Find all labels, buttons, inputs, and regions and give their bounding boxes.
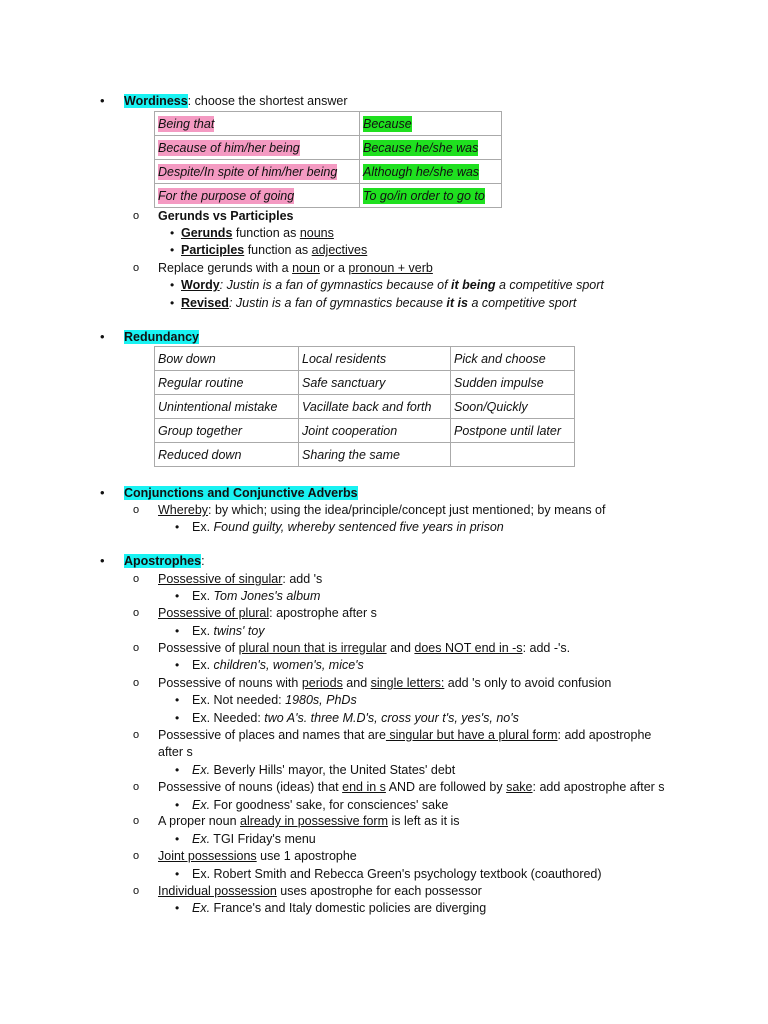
text: Possessive of nouns with [158,676,302,690]
text: Possessive of [158,641,239,655]
apostrophes-heading: Apostrophes [124,554,202,568]
bullet: o [133,729,140,741]
bullet: o [133,815,140,827]
table-cell: Joint cooperation [299,419,451,443]
bullet: • [175,901,180,915]
text: AND are followed by [385,780,507,794]
table-cell: Bow down [155,347,299,371]
table-cell: Safe sanctuary [299,371,451,395]
table-cell [451,443,575,467]
redundancy-table [154,346,575,467]
bullet: • [170,278,175,292]
bullet: o [133,262,140,274]
rule-places-names-cont: after s [158,745,193,759]
concise-cell: Because [363,116,412,131]
wordiness-heading: Wordiness [124,94,188,108]
bullet: o [133,885,140,897]
text: uses apostrophe for each possessor [276,884,482,898]
text: : apostrophe after s [269,606,377,620]
text: : add 's [282,572,323,586]
text: end in s [342,780,386,794]
text: use 1 apostrophe [256,849,357,863]
conjunctions-heading: Conjunctions and Conjunctive Adverbs [124,486,358,500]
table-cell: Group together [155,419,299,443]
ex-label: Ex. [192,901,211,915]
text: : add -'s. [522,641,571,655]
text: TGI Friday's menu [210,832,316,846]
conjunctions-heading-line [124,485,358,501]
bullet: o [133,781,140,793]
table-cell: Postpone until later [451,419,575,443]
gerunds-term: Gerunds [181,226,233,240]
table-row [155,419,575,443]
text: plural noun that is irregular [238,641,387,655]
ex-label: Ex. [192,589,214,603]
wordy-cell: For the purpose of going [158,188,295,203]
bullet: • [170,296,175,310]
text: Individual possession [158,884,277,898]
text: a competitive sport [495,278,604,292]
text: a competitive sport [467,296,577,310]
table-row [155,395,575,419]
rule-irregular-plural [158,640,570,656]
whereby-line [158,502,605,518]
text: add 's only to avoid confusion [444,676,612,690]
example [192,900,486,916]
wordiness-heading-line [124,93,347,109]
table-cell: Vacillate back and forth [299,395,451,419]
text: Possessive of places and names that are [158,728,386,742]
bullet: • [175,520,180,534]
revised-label: Revised [181,296,229,310]
ex-label: Ex. Needed: [192,711,265,725]
table-row [155,347,575,371]
example [192,657,364,673]
text: Found guilty, whereby sentenced five years in prison [213,520,504,534]
table-cell: Local residents [299,347,451,371]
text: single letters: [370,676,445,690]
wordiness-desc: : choose the shortest answer [187,94,348,108]
text: is left as it is [388,814,460,828]
bullet: o [133,573,140,585]
bullet: • [100,553,105,568]
text: : add apostrophe after s [532,780,665,794]
rule-plural [158,605,377,621]
text: periods [301,676,343,690]
bullet: • [175,832,180,846]
rule-singular [158,571,322,587]
example [192,831,316,847]
table-row [155,371,575,395]
rule-sake [158,779,665,795]
whereby-term: Whereby [158,503,209,517]
ex-label: Ex. [192,658,214,672]
table-row [155,136,502,160]
text: 1980s, PhDs [285,693,357,707]
adjectives-term: adjectives [311,243,368,257]
text: two A's. three M.D's, cross your t's, yes's, no's [264,711,519,725]
participles-term: Participles [181,243,245,257]
text: Possessive of singular [158,572,283,586]
bullet: • [175,693,180,707]
bullet: • [175,867,180,881]
bullet: • [175,658,180,672]
apostrophes-heading-line [124,553,205,569]
replace-line [158,260,433,276]
text: : Justin is a fan of gymnastics because of [219,278,452,292]
noun-term: noun [292,261,320,275]
rule-places-names [158,727,651,743]
ex-label: Ex. [192,624,214,638]
rule-proper-noun [158,813,460,829]
text: Joint possessions [158,849,257,863]
nouns-term: nouns [299,226,334,240]
text: Possessive of nouns (ideas) that [158,780,343,794]
table-row [155,112,502,136]
text: : [201,554,205,568]
rule-periods-letters [158,675,611,691]
concise-cell: To go/in order to go to [363,188,485,203]
whereby-example [192,519,504,535]
ex-label: Ex. Not needed: [192,693,286,707]
text: France's and Italy domestic policies are diverging [210,901,487,915]
text: already in possessive form [240,814,388,828]
text: function as [232,226,300,240]
bullet: o [133,642,140,654]
text: or a [319,261,349,275]
table-cell: Sharing the same [299,443,451,467]
rule-joint-possession [158,848,357,864]
bullet: • [100,329,105,344]
example [192,588,320,604]
text: twins' toy [213,624,265,638]
table-cell: Sudden impulse [451,371,575,395]
redundancy-heading: Redundancy [124,330,200,344]
example [192,623,265,639]
table-row [155,184,502,208]
ex-label: Ex. [192,520,214,534]
gerunds-title: Gerunds vs Participles [158,209,294,223]
example [192,692,357,708]
wordy-cell: Because of him/her being [158,140,300,155]
ex-label: Ex. [192,798,211,812]
text: and [386,641,415,655]
wordy-cell: Being that [158,116,215,131]
text: children's, women's, mice's [213,658,364,672]
bullet: • [100,93,105,108]
bullet: • [175,589,180,603]
concise-cell: Although he/she was [363,164,480,179]
table-row [155,160,502,184]
wordiness-table [154,111,502,208]
bullet: • [175,711,180,725]
text: it is [446,296,468,310]
example [192,710,519,726]
ex-label: Ex. [192,832,211,846]
wordy-example [181,277,604,293]
concise-cell: Because he/she was [363,140,479,155]
bullet: • [170,243,175,257]
table-cell: Reduced down [155,443,299,467]
text: sake [506,780,533,794]
bullet: o [133,850,140,862]
bullet: • [170,226,175,240]
table-cell: Pick and choose [451,347,575,371]
redundancy-heading-line [124,329,199,345]
wordy-label: Wordy [181,278,220,292]
participles-line [181,242,367,258]
text: singular but have a plural form [385,728,558,742]
gerunds-line [181,225,334,241]
text: and [342,676,371,690]
bullet: • [175,763,180,777]
bullet: o [133,607,140,619]
example [192,797,448,813]
example [192,762,455,778]
bullet: • [175,798,180,812]
table-cell: Regular routine [155,371,299,395]
text: it being [451,278,496,292]
text: Tom Jones's album [213,589,321,603]
ex-label: Ex. [192,763,211,777]
text: Beverly Hills' mayor, the United States' debt [210,763,456,777]
text: : Justin is a fan of gymnastics because [228,296,447,310]
table-row [155,443,575,467]
revised-example [181,295,576,311]
text: For goodness' sake, for consciences' sake [210,798,449,812]
rule-individual-possession [158,883,482,899]
example: Ex. Robert Smith and Rebecca Green's psychology textbook (coauthored) [192,867,602,881]
table-cell: Unintentional mistake [155,395,299,419]
text: : add apostrophe [557,728,652,742]
text: : by which; using the idea/principle/concept just mentioned; by means of [208,503,606,517]
bullet: • [100,485,105,500]
text: A proper noun [158,814,241,828]
bullet: o [133,504,140,516]
pronoun-verb-term: pronoun + verb [348,261,433,275]
text: does NOT end in -s [414,641,523,655]
bullet: • [175,624,180,638]
text: function as [244,243,312,257]
table-cell: Soon/Quickly [451,395,575,419]
wordy-cell: Despite/In spite of him/her being [158,164,338,179]
text: Possessive of plural [158,606,270,620]
bullet: o [133,210,140,222]
bullet: o [133,677,140,689]
text: Replace gerunds with a [158,261,293,275]
